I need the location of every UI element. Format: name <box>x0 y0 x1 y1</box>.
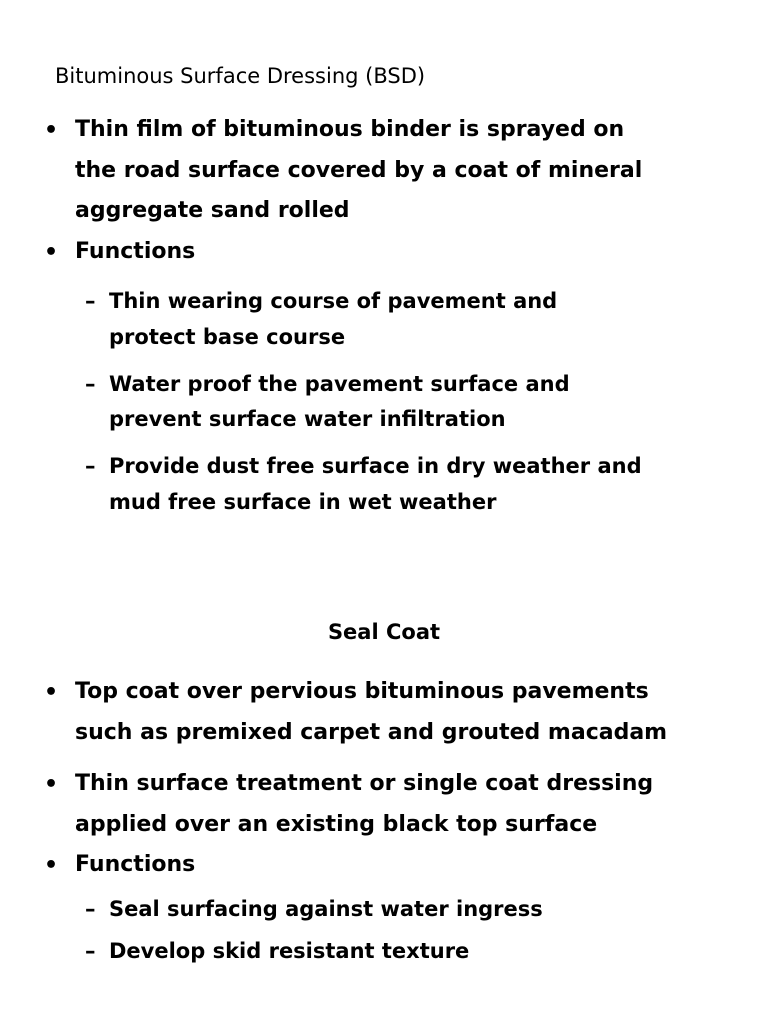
seal-bullet1-line2: such as premixed carpet and grouted macadam <box>75 720 668 745</box>
dash-marker: – <box>85 939 96 963</box>
dash-marker: – <box>85 897 96 921</box>
bsd-sub1-line1: Thin wearing course of pavement and <box>109 289 558 313</box>
bsd-bullet1-line2: the road surface covered by a coat of mineral <box>75 158 643 183</box>
dash-marker: – <box>85 454 96 478</box>
seal-bullet2-line1: Thin surface treatment or single coat dressing <box>75 771 654 796</box>
dash-marker: – <box>85 289 96 313</box>
bullet-marker: • <box>44 853 59 878</box>
seal-sub1: Seal surfacing against water ingress <box>109 897 543 921</box>
bsd-bullet1-line1: Thin film of bituminous binder is sprayed on <box>75 117 625 142</box>
bullet-marker: • <box>44 772 59 797</box>
bsd-sub3-line2: mud free surface in wet weather <box>109 490 497 514</box>
bsd-sub2-line2: prevent surface water infiltration <box>109 407 506 431</box>
seal-bullet2-line2: applied over an existing black top surface <box>75 812 598 837</box>
seal-bullet1-line1: Top coat over pervious bituminous pavements <box>75 679 649 704</box>
seal-functions-heading: Functions <box>75 852 196 877</box>
bsd-sub1-line2: protect base course <box>109 325 346 349</box>
bullet-marker: • <box>44 118 59 143</box>
bullet-marker: • <box>44 680 59 705</box>
seal-sub2: Develop skid resistant texture <box>109 939 470 963</box>
dash-marker: – <box>85 372 96 396</box>
bsd-sub2-line1: Water proof the pavement surface and <box>109 372 570 396</box>
section-title-bsd: Bituminous Surface Dressing (BSD) <box>55 64 426 88</box>
bsd-bullet1-line3: aggregate sand rolled <box>75 198 350 223</box>
bullet-marker: • <box>44 240 59 265</box>
bsd-sub3-line1: Provide dust free surface in dry weather and <box>109 454 642 478</box>
section-title-seal-coat: Seal Coat <box>327 620 441 644</box>
bsd-functions-heading: Functions <box>75 239 196 264</box>
